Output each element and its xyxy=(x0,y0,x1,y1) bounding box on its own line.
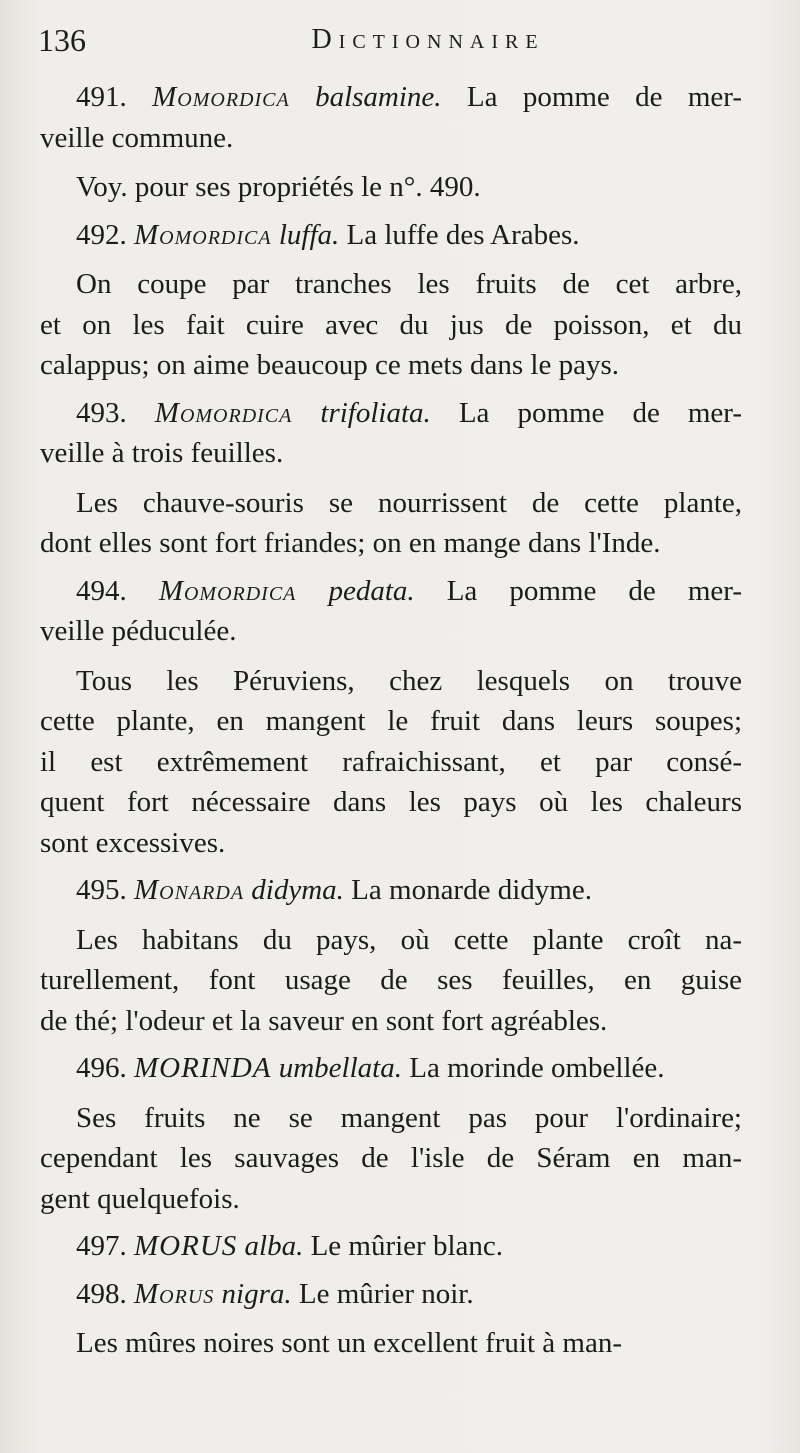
entry-heading xyxy=(40,215,742,256)
entry-description xyxy=(40,167,742,208)
entry-line: veille commune. xyxy=(40,121,234,154)
entry-number: 497. xyxy=(76,1230,127,1262)
species-name: luffa. xyxy=(278,218,340,251)
entry-heading xyxy=(40,393,742,474)
description-line: et on les fait cuire avec du jus de poisson, et du xyxy=(40,308,742,341)
description-line: il est extrêmement rafraichissant, et par consé- xyxy=(40,745,742,778)
species-name: umbellata. xyxy=(278,1052,402,1084)
genus-name: Momordica xyxy=(158,574,297,607)
entry-line: veille à trois feuilles. xyxy=(40,437,284,469)
description-line: Voy. pour ses propriétés le n°. 490. xyxy=(76,171,481,203)
entry-first-line xyxy=(40,215,742,256)
species-name: alba. xyxy=(244,1230,304,1262)
genus-name: Momordica xyxy=(154,396,293,429)
entry-description xyxy=(40,483,742,564)
entry-first-line xyxy=(40,1274,742,1315)
page-header xyxy=(38,22,760,62)
description-line: Les habitans du pays, où cette plante croît na- xyxy=(76,923,742,956)
entry-first-line xyxy=(40,1048,742,1089)
entry-description xyxy=(40,264,742,386)
description-line: cependant les sauvages de l'isle de Séram en man- xyxy=(40,1142,742,1174)
entry-description xyxy=(40,661,742,864)
common-name: La pomme de mer- xyxy=(458,396,742,429)
species-name: nigra. xyxy=(221,1277,292,1310)
page-body xyxy=(40,70,742,1364)
entry-first-line xyxy=(40,870,742,911)
page-number: 136 xyxy=(38,22,86,58)
description-line: calappus; on aime beaucoup ce mets dans le pays. xyxy=(40,349,619,381)
description-line: On coupe par tranches les fruits de cet arbre, xyxy=(76,268,742,300)
entry-number: 498. xyxy=(76,1277,127,1310)
entry-line: veille péduculée. xyxy=(40,615,237,647)
genus-name: Momordica xyxy=(152,81,290,113)
description-line: cette plante, en mangent le fruit dans leurs soupes; xyxy=(40,705,742,737)
description-line: gent quelquefois. xyxy=(40,1182,240,1215)
common-name: Le mûrier noir. xyxy=(298,1277,474,1310)
genus-name: Monarda xyxy=(134,874,245,906)
description-line: Ses fruits ne se mangent pas pour l'ordinaire; xyxy=(76,1101,742,1134)
entry-heading xyxy=(40,870,742,911)
description-line: sont excessives. xyxy=(40,826,226,859)
description-line: Les mûres noires sont un excellent fruit à man- xyxy=(76,1327,623,1359)
running-title: Dictionnaire xyxy=(311,24,545,55)
species-name: didyma. xyxy=(251,874,344,906)
common-name: La morinde ombellée. xyxy=(409,1052,665,1084)
entry-first-line xyxy=(40,77,742,118)
species-name: pedata. xyxy=(328,574,415,607)
description-line: dont elles sont fort friandes; on en mange dans l'Inde. xyxy=(40,527,661,559)
common-name: Le mûrier blanc. xyxy=(310,1230,504,1262)
entry-first-line xyxy=(40,1226,742,1267)
genus-name: Momordica xyxy=(134,218,272,251)
entry-heading xyxy=(40,77,742,158)
entry-description xyxy=(40,920,742,1042)
description-line: Tous les Péruviens, chez lesquels on trouve xyxy=(76,664,742,697)
entry-description xyxy=(40,1098,742,1220)
description-line: de thé; l'odeur et la saveur en sont fort agréables. xyxy=(40,1004,608,1037)
entry-first-line xyxy=(40,393,742,434)
genus-name: MORUS xyxy=(134,1230,238,1262)
genus-name: MORINDA xyxy=(134,1052,272,1084)
entry-number: 492. xyxy=(76,218,127,251)
entry-number: 495. xyxy=(76,874,127,906)
genus-name: Morus xyxy=(134,1277,215,1310)
entry-first-line xyxy=(40,571,742,612)
description-line: turellement, font usage de ses feuilles, en guise xyxy=(40,964,742,996)
entry-number: 491. xyxy=(76,81,127,113)
description-line: Les chauve-souris se nourrissent de cette plante, xyxy=(76,486,742,519)
common-name: La pomme de mer- xyxy=(446,574,742,607)
entry-number: 496. xyxy=(76,1052,127,1084)
entry-number: 494. xyxy=(76,574,127,607)
description-line: quent fort nécessaire dans les pays où les chaleurs xyxy=(40,786,742,818)
entry-number: 493. xyxy=(76,396,127,429)
entry-heading xyxy=(40,1274,742,1315)
species-name: balsamine. xyxy=(315,81,442,113)
entry-heading xyxy=(40,1048,742,1089)
common-name: La pomme de mer- xyxy=(466,81,742,113)
entry-heading xyxy=(40,571,742,652)
common-name: La monarde didyme. xyxy=(351,874,592,906)
entry-description xyxy=(40,1323,742,1364)
common-name: La luffe des Arabes. xyxy=(346,218,580,251)
entry-heading xyxy=(40,1226,742,1267)
species-name: trifoliata. xyxy=(320,396,431,429)
